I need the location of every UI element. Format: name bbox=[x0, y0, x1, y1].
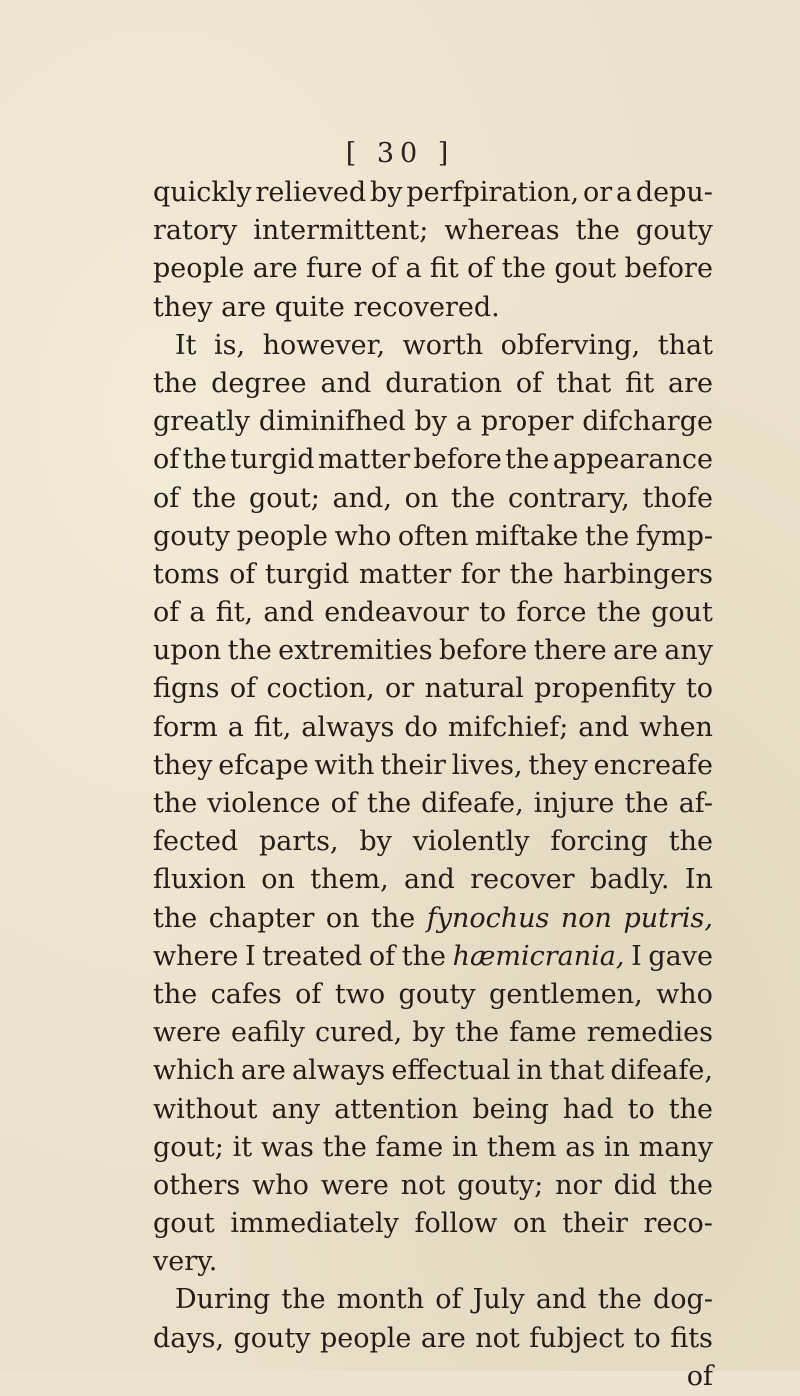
word: fubject bbox=[529, 1322, 625, 1354]
word: gouty bbox=[398, 978, 476, 1010]
word: putris, bbox=[623, 902, 713, 934]
word: gouty; bbox=[457, 1169, 544, 1201]
word: very. bbox=[153, 1246, 218, 1278]
text-line bbox=[153, 327, 713, 365]
word: the bbox=[191, 482, 237, 514]
word: the bbox=[401, 940, 446, 972]
word: that bbox=[548, 1055, 605, 1087]
word: lives, bbox=[451, 749, 523, 781]
word: the bbox=[281, 1284, 326, 1316]
word: recovered. bbox=[353, 291, 500, 323]
word: gave bbox=[648, 940, 713, 972]
word: difcharge bbox=[582, 406, 713, 438]
word: of bbox=[153, 444, 180, 476]
word: where bbox=[153, 940, 239, 972]
word: however, bbox=[262, 329, 386, 361]
word: natural bbox=[424, 673, 524, 705]
word: as bbox=[565, 1131, 596, 1163]
word: gouty bbox=[233, 1322, 311, 1354]
text-line bbox=[153, 1243, 713, 1281]
word: with bbox=[314, 749, 375, 781]
word: the bbox=[227, 635, 272, 667]
word: fit, bbox=[253, 711, 292, 743]
text-line bbox=[153, 556, 713, 594]
word: gout bbox=[554, 253, 617, 285]
word: a bbox=[405, 253, 422, 285]
text-line bbox=[153, 861, 713, 899]
text-line bbox=[153, 1014, 713, 1052]
word: harbingers bbox=[563, 558, 713, 590]
word: whereas bbox=[444, 215, 560, 247]
word: the bbox=[153, 978, 198, 1010]
word: of bbox=[435, 1284, 462, 1316]
text-line bbox=[153, 1281, 713, 1319]
text-line bbox=[153, 1320, 713, 1358]
word: efcape bbox=[218, 749, 309, 781]
word: are bbox=[420, 1322, 466, 1354]
word: being bbox=[472, 1093, 549, 1125]
word: gout; bbox=[153, 1131, 224, 1163]
word: the bbox=[584, 520, 630, 552]
word: During bbox=[175, 1284, 271, 1316]
word: In bbox=[684, 864, 713, 896]
word: gout bbox=[651, 597, 713, 629]
text-line bbox=[153, 747, 713, 785]
word: by bbox=[412, 1017, 445, 1049]
word: treated bbox=[262, 940, 363, 972]
word: relieved bbox=[255, 177, 367, 208]
word: non bbox=[560, 902, 612, 934]
word: are bbox=[612, 635, 658, 667]
word: fame bbox=[375, 1131, 444, 1163]
word: the bbox=[668, 826, 713, 858]
word: are bbox=[240, 1055, 286, 1087]
word: not bbox=[475, 1322, 520, 1354]
word: injure bbox=[533, 788, 615, 819]
word: there bbox=[533, 635, 607, 667]
word: intermittent; bbox=[253, 215, 429, 247]
word: for bbox=[460, 558, 500, 590]
word: the bbox=[366, 788, 412, 819]
word: I bbox=[245, 940, 256, 972]
word: before bbox=[413, 444, 502, 476]
word: mifchief; bbox=[447, 711, 569, 743]
word: people bbox=[320, 1322, 412, 1354]
word: immediately bbox=[230, 1208, 399, 1240]
word: and bbox=[578, 711, 630, 743]
word: often bbox=[397, 520, 469, 552]
word: people bbox=[153, 253, 245, 285]
word: fected bbox=[153, 826, 239, 858]
word: quickly bbox=[153, 177, 252, 208]
word: appearance bbox=[552, 444, 713, 476]
word: attention bbox=[334, 1093, 459, 1125]
word: fymp- bbox=[635, 520, 713, 552]
word: and bbox=[535, 1284, 587, 1316]
word: ratory bbox=[153, 215, 238, 247]
word: fit bbox=[625, 367, 655, 399]
word: in bbox=[603, 1131, 630, 1163]
text-line bbox=[153, 938, 713, 976]
word: or bbox=[582, 177, 613, 208]
word: who bbox=[334, 520, 392, 552]
word: do bbox=[404, 711, 438, 743]
word: of bbox=[515, 367, 543, 399]
word: violence bbox=[207, 788, 321, 819]
word: fit bbox=[429, 253, 459, 285]
word: had bbox=[562, 1093, 614, 1125]
word: and bbox=[404, 864, 455, 896]
word: extremities bbox=[278, 635, 433, 667]
text-line bbox=[153, 823, 713, 861]
word: perfpiration, bbox=[406, 177, 580, 208]
word: are bbox=[221, 291, 267, 323]
word: and, bbox=[332, 482, 392, 514]
text-line bbox=[153, 1091, 713, 1129]
word: that bbox=[556, 367, 612, 399]
word: of bbox=[368, 940, 396, 972]
text-line bbox=[153, 785, 713, 823]
word: when bbox=[639, 711, 713, 743]
word: eafily bbox=[231, 1017, 305, 1049]
word: cured, bbox=[315, 1017, 403, 1049]
word: a bbox=[189, 597, 206, 629]
word: upon bbox=[153, 635, 222, 667]
text-line bbox=[153, 1129, 713, 1167]
word: the bbox=[451, 482, 496, 514]
text-line bbox=[153, 670, 713, 708]
word: to bbox=[633, 1322, 661, 1354]
text-line bbox=[153, 441, 713, 479]
word: the bbox=[153, 367, 198, 399]
word: toms bbox=[153, 558, 220, 590]
text-line bbox=[153, 174, 713, 212]
word: of bbox=[153, 597, 180, 629]
word: propenfity bbox=[534, 673, 676, 705]
word: who bbox=[656, 978, 713, 1010]
word: violently bbox=[412, 826, 530, 858]
word: them, bbox=[310, 864, 389, 896]
word: they bbox=[153, 291, 213, 323]
word: without bbox=[153, 1093, 258, 1125]
word: are bbox=[252, 253, 298, 285]
word: degree bbox=[211, 367, 307, 399]
word: a bbox=[227, 711, 244, 743]
word: month bbox=[336, 1284, 425, 1316]
word: follow bbox=[414, 1208, 498, 1240]
word: remedies bbox=[586, 1017, 713, 1049]
word: the bbox=[371, 902, 416, 934]
word: the bbox=[505, 444, 550, 476]
word: they bbox=[153, 749, 213, 781]
word: or bbox=[385, 673, 415, 705]
word: effectual bbox=[391, 1055, 511, 1087]
word: dog- bbox=[653, 1284, 713, 1316]
word: gentlemen, bbox=[489, 978, 643, 1010]
text-line bbox=[153, 518, 713, 556]
word: the bbox=[153, 902, 198, 934]
text-line bbox=[153, 900, 713, 938]
word: any bbox=[271, 1093, 321, 1125]
word: by bbox=[359, 826, 392, 858]
text-line bbox=[153, 1052, 713, 1090]
word: are bbox=[667, 367, 713, 399]
word: matter bbox=[358, 558, 452, 590]
word: many bbox=[638, 1131, 713, 1163]
word: encreafe bbox=[593, 749, 713, 781]
word: who bbox=[252, 1169, 309, 1201]
word: diminifhed bbox=[258, 406, 406, 438]
word: and bbox=[263, 597, 315, 629]
text-line bbox=[153, 365, 713, 403]
word: the bbox=[575, 215, 620, 247]
word: did bbox=[613, 1169, 657, 1201]
word: the bbox=[509, 558, 554, 590]
word: of bbox=[686, 1360, 713, 1392]
word: and bbox=[320, 367, 372, 399]
text-line bbox=[153, 289, 713, 327]
word: always bbox=[292, 1055, 386, 1087]
word: figns bbox=[153, 673, 220, 705]
word: two bbox=[334, 978, 386, 1010]
word: the bbox=[454, 1017, 500, 1049]
word: the bbox=[668, 1169, 713, 1201]
word: forcing bbox=[550, 826, 648, 858]
text-line bbox=[153, 480, 713, 518]
word: chapter bbox=[208, 902, 315, 934]
word: in bbox=[516, 1055, 543, 1087]
word: miftake bbox=[474, 520, 579, 552]
body-text bbox=[153, 174, 713, 1396]
word: were bbox=[320, 1169, 389, 1201]
text-line bbox=[153, 250, 713, 288]
word: on bbox=[325, 902, 360, 934]
word: of bbox=[467, 253, 494, 285]
word: form bbox=[153, 711, 218, 743]
word: turgid bbox=[264, 558, 350, 590]
word: parts, bbox=[259, 826, 339, 858]
word: which bbox=[153, 1055, 235, 1087]
word: before bbox=[624, 253, 713, 285]
word: before bbox=[438, 635, 528, 667]
text-line bbox=[153, 1205, 713, 1243]
word: duration bbox=[385, 367, 502, 399]
word: on bbox=[261, 864, 295, 896]
word: of bbox=[153, 482, 180, 514]
word: any bbox=[664, 635, 713, 667]
word: I bbox=[631, 940, 642, 972]
text-line bbox=[153, 1358, 713, 1396]
word: it bbox=[232, 1131, 253, 1163]
word: gouty bbox=[635, 215, 713, 247]
word: difeafe, bbox=[610, 1055, 713, 1087]
word: by bbox=[369, 177, 403, 208]
word: a bbox=[455, 406, 472, 438]
word: they bbox=[528, 749, 588, 781]
word: others bbox=[153, 1169, 241, 1201]
text-line bbox=[153, 1167, 713, 1205]
word: the bbox=[624, 788, 669, 819]
word: gout bbox=[153, 1208, 215, 1240]
word: on bbox=[404, 482, 439, 514]
word: days, bbox=[153, 1322, 225, 1354]
text-line bbox=[153, 594, 713, 632]
word: depu- bbox=[635, 177, 713, 208]
word: of bbox=[370, 253, 398, 285]
word: badly. bbox=[589, 864, 670, 896]
word: difeafe, bbox=[421, 788, 524, 819]
word: the bbox=[322, 1131, 367, 1163]
word: fits bbox=[670, 1322, 713, 1354]
word: that bbox=[657, 329, 713, 361]
word: of bbox=[229, 673, 257, 705]
word: thofe bbox=[642, 482, 713, 514]
word: of bbox=[229, 558, 256, 590]
word: to bbox=[627, 1093, 655, 1125]
word: was bbox=[260, 1131, 314, 1163]
word: fit, bbox=[215, 597, 254, 629]
word: contrary, bbox=[507, 482, 630, 514]
word: force bbox=[516, 597, 587, 629]
word: of bbox=[330, 788, 357, 819]
word: turgid bbox=[230, 444, 315, 476]
word: in bbox=[451, 1131, 478, 1163]
word: quite bbox=[274, 291, 345, 323]
word: on bbox=[512, 1208, 547, 1240]
word: to bbox=[685, 673, 713, 705]
word: fure bbox=[306, 253, 363, 285]
word: to bbox=[479, 597, 507, 629]
word: them bbox=[486, 1131, 557, 1163]
word: fynochus bbox=[426, 902, 550, 934]
word: the bbox=[597, 1284, 642, 1316]
word: July bbox=[472, 1284, 525, 1316]
word: the bbox=[182, 444, 227, 476]
word: coction, bbox=[266, 673, 375, 705]
word: reco- bbox=[643, 1208, 713, 1240]
word: fame bbox=[509, 1017, 577, 1049]
word: hæmicrania, bbox=[452, 940, 625, 972]
word: not bbox=[400, 1169, 446, 1201]
word: gout; bbox=[248, 482, 320, 514]
word: a bbox=[615, 177, 633, 208]
word: by bbox=[414, 406, 448, 438]
word: nor bbox=[555, 1169, 602, 1201]
word: always bbox=[301, 711, 395, 743]
word: greatly bbox=[153, 406, 251, 438]
text-line bbox=[153, 632, 713, 670]
word: fluxion bbox=[153, 864, 246, 896]
word: proper bbox=[480, 406, 574, 438]
text-line bbox=[153, 212, 713, 250]
word: the bbox=[153, 788, 198, 819]
word: the bbox=[668, 1093, 713, 1125]
word: their bbox=[562, 1208, 628, 1240]
word: It bbox=[175, 329, 197, 361]
text-line bbox=[153, 403, 713, 441]
word: recover bbox=[470, 864, 575, 896]
word: af- bbox=[678, 788, 713, 819]
word: cafes bbox=[210, 978, 282, 1010]
word: gouty bbox=[153, 520, 231, 552]
word: the bbox=[501, 253, 546, 285]
word: of bbox=[295, 978, 322, 1010]
page-number-header: [ 30 ] bbox=[345, 138, 455, 169]
word: their bbox=[380, 749, 446, 781]
word: worth bbox=[402, 329, 484, 361]
text-line bbox=[153, 976, 713, 1014]
word: people bbox=[236, 520, 329, 552]
word: endeavour bbox=[324, 597, 469, 629]
text-line bbox=[153, 709, 713, 747]
word: is, bbox=[214, 329, 246, 361]
word: were bbox=[153, 1017, 221, 1049]
word: matter bbox=[317, 444, 411, 476]
word: the bbox=[596, 597, 641, 629]
word: obferving, bbox=[500, 329, 641, 361]
